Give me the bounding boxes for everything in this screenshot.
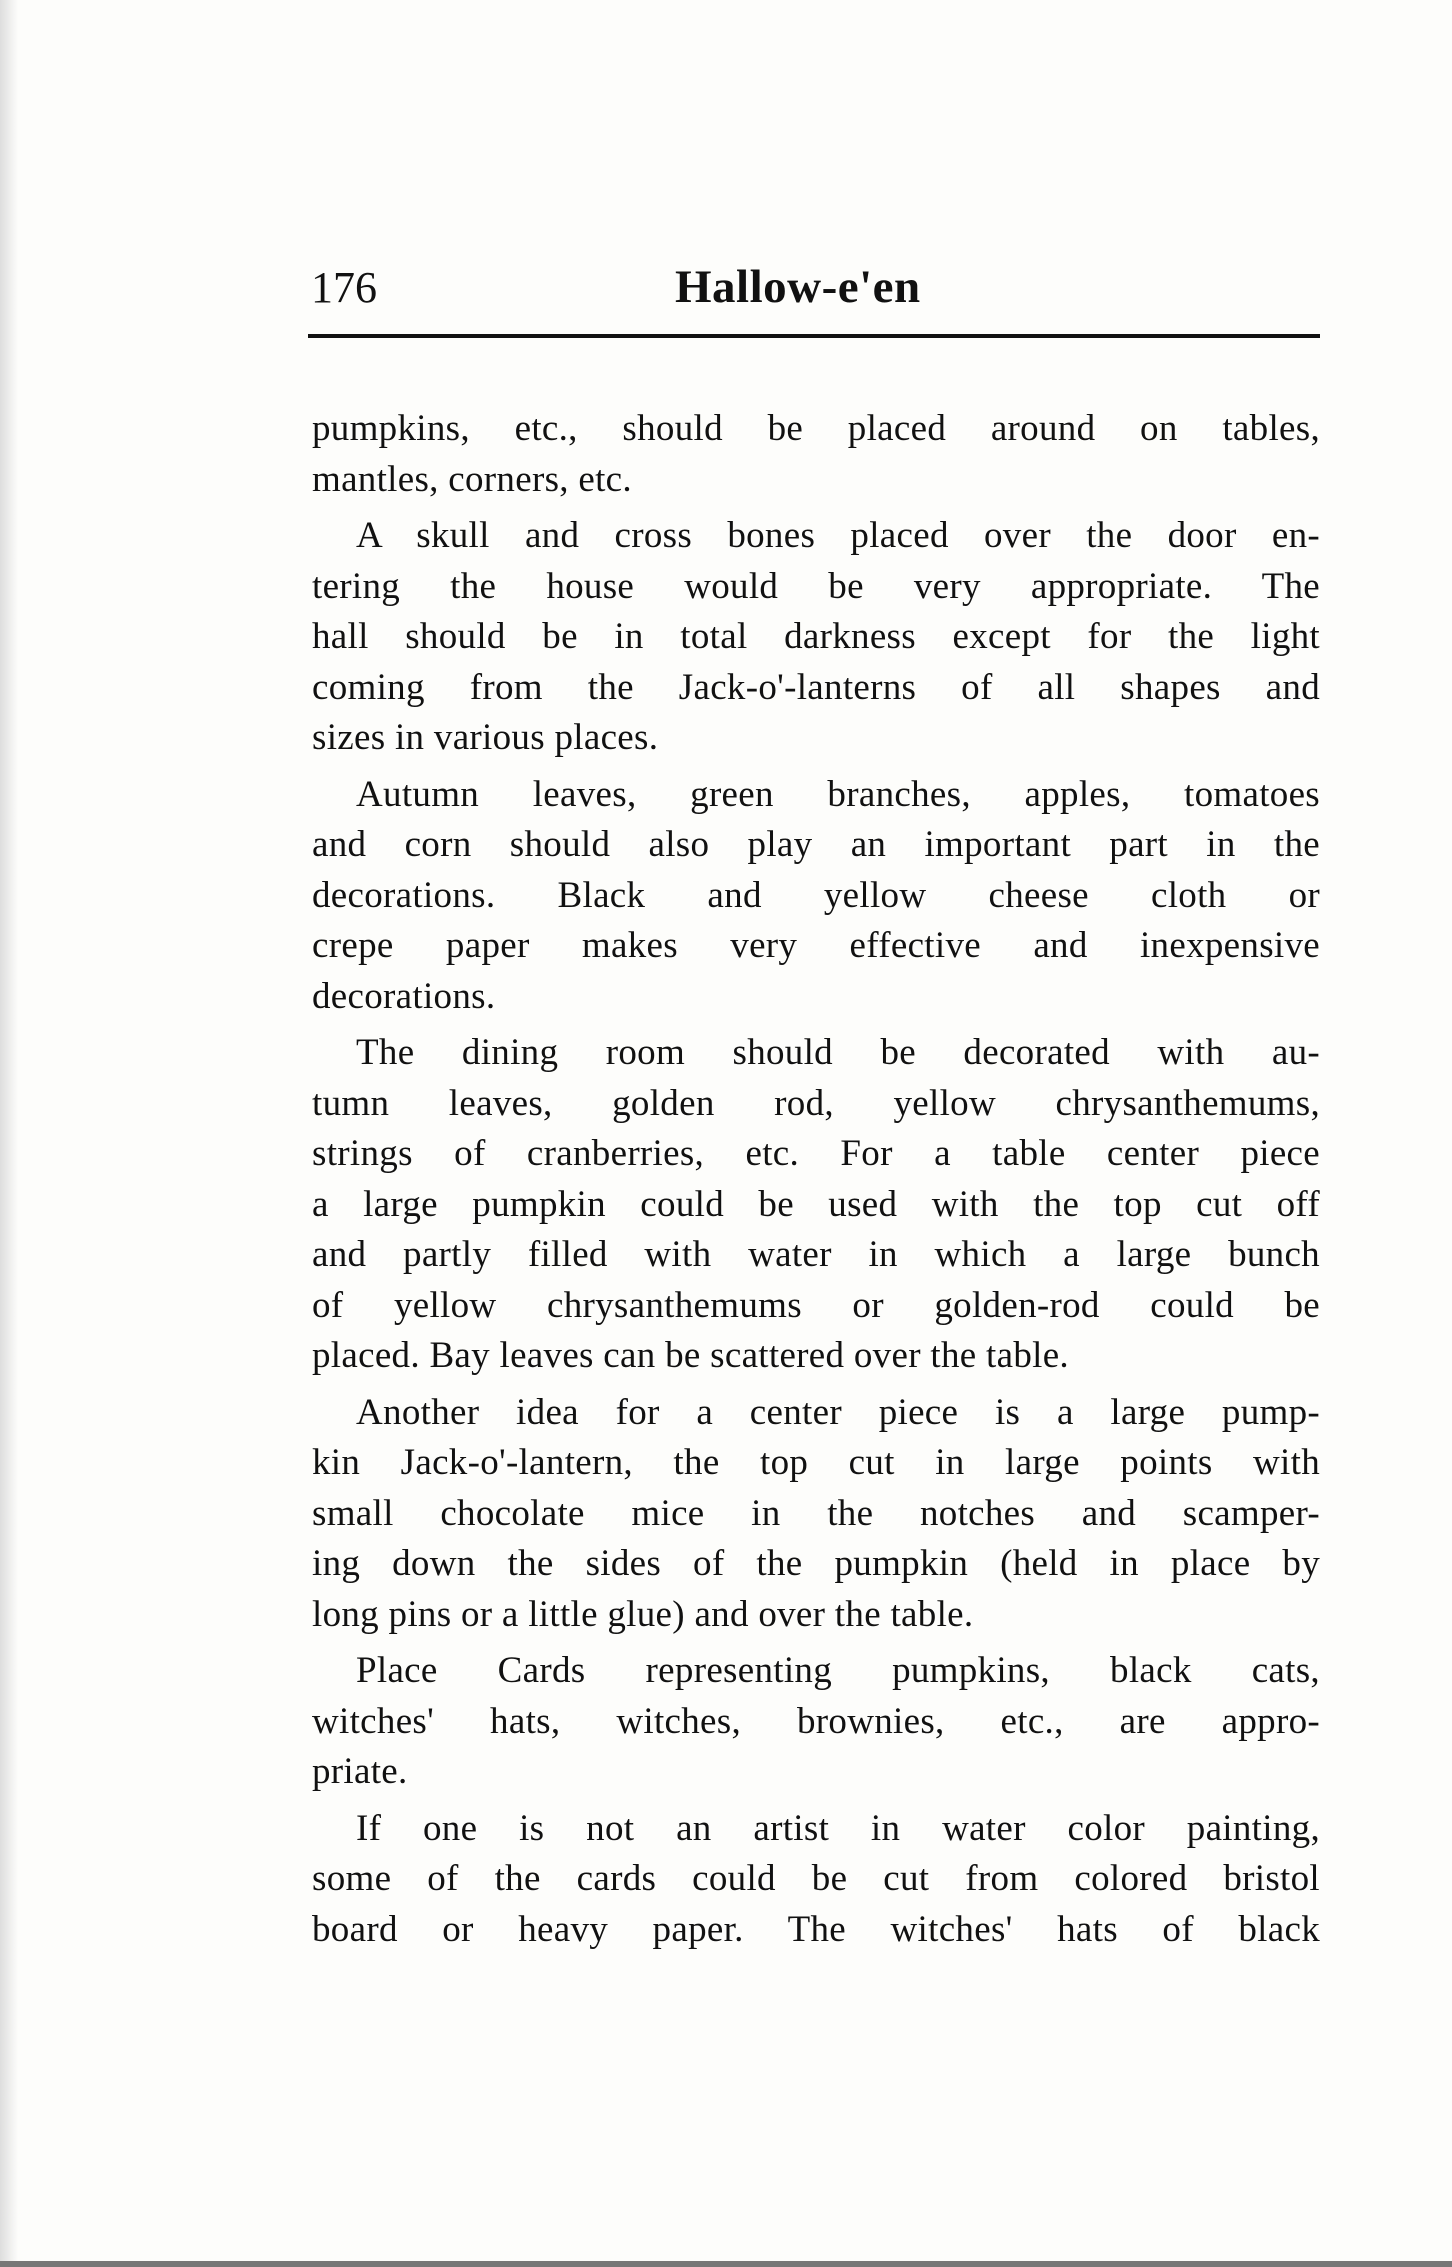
text-line: Another idea for a center piece is a large pump- <box>356 1391 1320 1433</box>
text-line: witches' hats, witches, brownies, etc., are appro- <box>312 1700 1320 1742</box>
paragraph <box>312 1388 1320 1641</box>
text-line: strings of cranberries, etc. For a table center piece <box>312 1133 1320 1174</box>
text-line: priate. <box>312 1751 408 1792</box>
paragraph <box>312 1646 1320 1798</box>
paragraph <box>312 1028 1320 1382</box>
text-line: and corn should also play an important part in the <box>312 824 1320 865</box>
text-line: decorations. Black and yellow cheese cloth or <box>312 874 1320 916</box>
text-line: ing down the sides of the pumpkin (held in place by <box>312 1543 1320 1584</box>
header-rule <box>308 334 1320 338</box>
page-header <box>311 262 1319 322</box>
page-edge-shadow <box>0 0 18 2267</box>
paragraph <box>312 404 1320 505</box>
text-line: some of the cards could be cut from colored bristol <box>312 1858 1320 1899</box>
running-title: Hallow-e'en <box>675 261 921 313</box>
text-line: of yellow chrysanthemums or golden-rod could be <box>312 1284 1320 1326</box>
text-line: a large pumpkin could be used with the top cut off <box>312 1183 1320 1225</box>
page-number: 176 <box>311 263 377 312</box>
text-line: kin Jack-o'-lantern, the top cut in large points with <box>312 1442 1320 1483</box>
text-line: placed. Bay leaves can be scattered over the table. <box>312 1335 1069 1376</box>
text-line: pumpkins, etc., should be placed around on tables, <box>312 408 1320 449</box>
text-line: Place Cards representing pumpkins, black cats, <box>356 1650 1320 1691</box>
paragraph <box>312 511 1320 764</box>
text-line: and partly filled with water in which a large bunch <box>312 1234 1320 1275</box>
paragraph <box>312 770 1320 1023</box>
text-line: mantles, corners, etc. <box>312 458 632 500</box>
text-line: decorations. <box>312 975 496 1017</box>
text-line: crepe paper makes very effective and inexpensive <box>312 925 1320 966</box>
text-line: Autumn leaves, green branches, apples, tomatoes <box>356 773 1320 815</box>
text-line: board or heavy paper. The witches' hats of black <box>312 1908 1320 1950</box>
text-line: tering the house would be very appropriate. The <box>312 565 1320 607</box>
text-line: The dining room should be decorated with au- <box>356 1032 1320 1073</box>
text-line: coming from the Jack-o'-lanterns of all shapes and <box>312 666 1320 708</box>
paragraph <box>312 1804 1320 1956</box>
text-line: sizes in various places. <box>312 717 659 758</box>
body-text <box>312 404 1320 1961</box>
text-line: small chocolate mice in the notches and scamper- <box>312 1492 1320 1534</box>
text-line: A skull and cross bones placed over the door en- <box>356 515 1320 556</box>
text-line: tumn leaves, golden rod, yellow chrysanthemums, <box>312 1082 1320 1124</box>
text-line: hall should be in total darkness except for the light <box>312 616 1320 657</box>
text-line: long pins or a little glue) and over the table. <box>312 1593 974 1635</box>
page-bottom-edge <box>0 2261 1452 2267</box>
text-line: If one is not an artist in water color painting, <box>356 1807 1320 1849</box>
